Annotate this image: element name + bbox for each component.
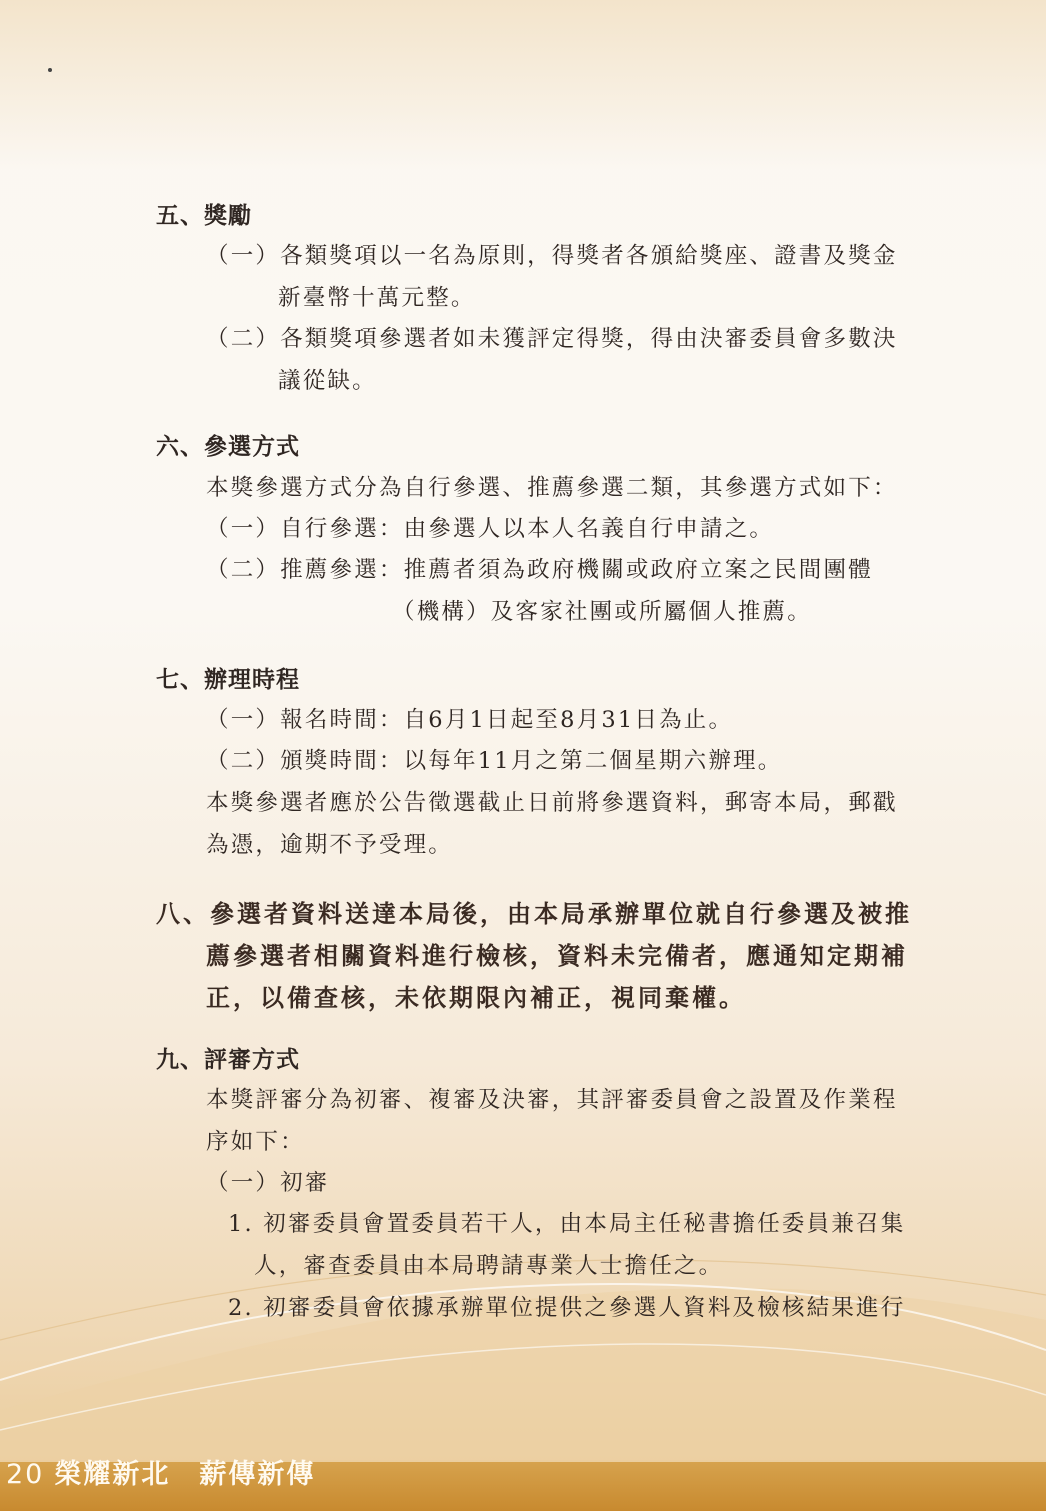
section-8-line-3: 正，以備查核，未依期限內補正，視同棄權。 xyxy=(206,983,746,1012)
section-9-point-2-line-1: 2. 初審委員會依據承辦單位提供之參選人資料及檢核結果進行 xyxy=(228,1295,906,1321)
section-9-intro-line-1: 本獎評審分為初審、複審及決審，其評審委員會之設置及作業程 xyxy=(206,1087,898,1113)
section-6-item-1: （一）自行參選：由參選人以本人名義自行申請之。 xyxy=(206,516,775,542)
section-9-point-1-line-2: 人，審查委員由本局聘請專業人士擔任之。 xyxy=(254,1253,724,1279)
section-7-item-1: （一）報名時間：自6月1日起至8月31日為止。 xyxy=(206,707,734,733)
scan-speck xyxy=(48,68,52,72)
section-6-intro: 本獎參選方式分為自行參選、推薦參選二類，其參選方式如下： xyxy=(206,475,898,501)
section-7-note-line-2: 為憑，逾期不予受理。 xyxy=(206,832,454,858)
section-8-line-1: 八、參選者資料送達本局後，由本局承辦單位就自行參選及被推 xyxy=(156,899,912,928)
section-9-heading: 九、評審方式 xyxy=(156,1046,300,1073)
section-6-item-2-line-2: （機構）及客家社團或所屬個人推薦。 xyxy=(392,599,812,625)
section-7-note-line-1: 本獎參選者應於公告徵選截止日前將參選資料，郵寄本局，郵戳 xyxy=(206,790,898,816)
section-7-heading: 七、辦理時程 xyxy=(156,666,300,693)
section-5-item-2-line-1: （二）各類獎項參選者如未獲評定得獎，得由決審委員會多數決 xyxy=(206,326,898,352)
page-number: 20 xyxy=(6,1459,45,1490)
section-9-sub-1-heading: （一）初審 xyxy=(206,1170,330,1196)
section-6-heading: 六、參選方式 xyxy=(156,433,300,460)
section-9-point-1-line-1: 1. 初審委員會置委員若干人，由本局主任秘書擔任委員兼召集 xyxy=(228,1211,906,1237)
section-7-item-2: （二）頒獎時間：以每年11月之第二個星期六辦理。 xyxy=(206,748,783,774)
page-footer xyxy=(6,1452,315,1491)
section-5-item-2-line-2: 議從缺。 xyxy=(278,368,377,394)
publication-title: 榮耀新北 薪傳新傳 xyxy=(54,1459,316,1490)
section-8-line-2: 薦參選者相關資料進行檢核，資料未完備者，應通知定期補 xyxy=(206,941,908,970)
section-5-item-1-line-1: （一）各類獎項以一名為原則，得獎者各頒給獎座、證書及獎金 xyxy=(206,243,898,269)
section-5-item-1-line-2: 新臺幣十萬元整。 xyxy=(278,285,476,311)
section-9-intro-line-2: 序如下： xyxy=(206,1129,305,1155)
section-6-item-2-line-1: （二）推薦參選：推薦者須為政府機關或政府立案之民間團體 xyxy=(206,557,873,583)
page-top-shading xyxy=(0,0,1046,170)
section-5-heading: 五、獎勵 xyxy=(156,202,252,229)
